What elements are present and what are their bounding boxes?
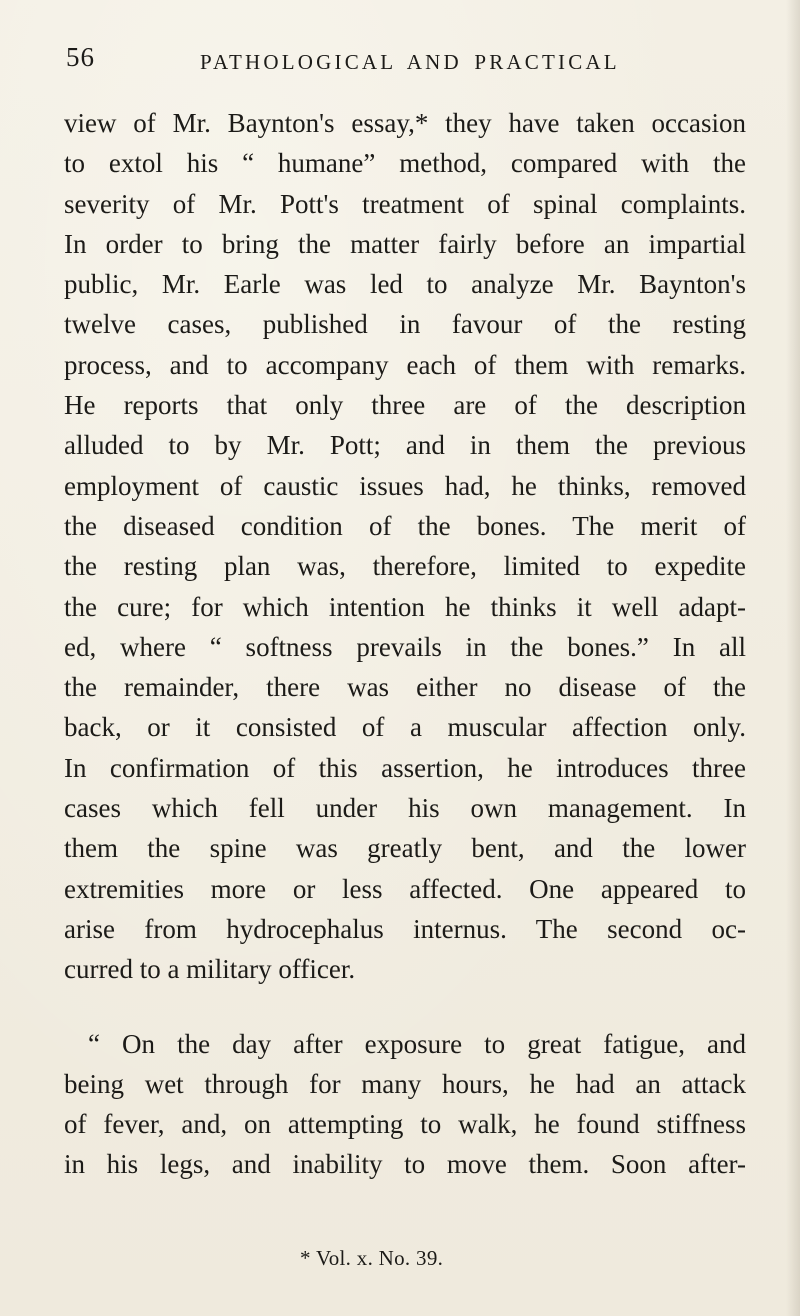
- text-line: public, Mr. Earle was led to analyze Mr. Baynton's: [64, 269, 746, 300]
- text-line: alluded to by Mr. Pott; and in them the previous: [64, 430, 746, 461]
- footnote: * Vol. x. No. 39.: [300, 1246, 444, 1270]
- text-line: extremities more or less affected. One appeared to: [64, 873, 746, 904]
- text-line: In confirmation of this assertion, he introduces three: [64, 752, 746, 783]
- text-line: cases which fell under his own management. In: [64, 793, 746, 824]
- text-line: severity of Mr. Pott's treatment of spinal complaints.: [64, 188, 746, 219]
- body-text: [64, 103, 746, 1185]
- text-line: being wet through for many hours, he had an attack: [64, 1068, 746, 1099]
- text-line: the resting plan was, therefore, limited to expedite: [64, 551, 746, 582]
- text-line: in his legs, and inability to move them. Soon after-: [64, 1149, 746, 1180]
- page-number: 56: [66, 42, 95, 72]
- text-line: them the spine was greatly bent, and the lower: [64, 833, 746, 864]
- text-line: He reports that only three are of the description: [64, 390, 746, 421]
- text-line: back, or it consisted of a muscular affection only.: [64, 712, 746, 743]
- text-line: curred to a military officer.: [64, 954, 356, 985]
- text-line: employment of caustic issues had, he thinks, removed: [64, 470, 746, 501]
- paragraph-2: [64, 1024, 746, 1185]
- text-line: the diseased condition of the bones. The merit of: [64, 510, 746, 541]
- text-line: ed, where “ softness prevails in the bones.” In all: [64, 631, 746, 662]
- text-line: “ On the day after exposure to great fatigue, and: [88, 1028, 746, 1059]
- page-header: [66, 42, 746, 82]
- text-line: the cure; for which intention he thinks it well adapt-: [64, 591, 746, 622]
- text-line: to extol his “ humane” method, compared with the: [64, 148, 746, 179]
- paragraph-1: [64, 103, 746, 990]
- paragraph-gap: [64, 990, 746, 1024]
- text-line: of fever, and, on attempting to walk, he found stiffness: [64, 1109, 746, 1140]
- text-line: arise from hydrocephalus internus. The second oc-: [64, 913, 746, 944]
- page-edge-shadow: [786, 0, 800, 1316]
- text-line: the remainder, there was either no disease of the: [64, 672, 746, 703]
- text-line: process, and to accompany each of them with remarks.: [64, 349, 746, 380]
- text-line: In order to bring the matter fairly before an impartial: [64, 228, 746, 259]
- running-head: PATHOLOGICAL AND PRACTICAL: [200, 50, 620, 74]
- text-line: view of Mr. Baynton's essay,* they have taken occasion: [64, 108, 746, 138]
- text-line: twelve cases, published in favour of the resting: [64, 309, 746, 340]
